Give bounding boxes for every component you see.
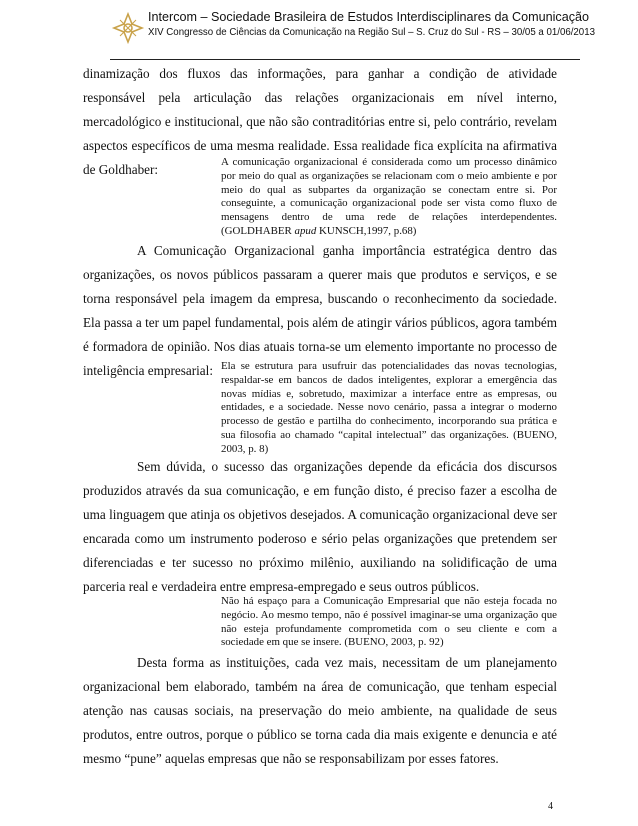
quote-1-citation: (GOLDHABER apud KUNSCH,1997, p.68) — [221, 224, 417, 237]
block-quote-1 — [221, 156, 557, 239]
paragraph-block — [83, 651, 557, 771]
quote-1-text: A comunicação organizacional é considerada como um processo dinâmico por meio do qual as organizações se relacionam com o meio ambiente e por meio do qual as subpartes da organização se conectam entre si. Por conseguinte, a comunicação organizacional pode ser vista como fluxo de mensagens dentro de uma rede de relações interdependentes. — [221, 156, 557, 224]
paragraph-1: dinamização dos fluxos das informações, para ganhar a condição de atividade responsável pela articulação das relações organizacionais em nível interno, mercadológico e institucional, que não são contraditórias entre si, pelo contrário, revelam aspectos específicos de uma mesma realidade. Essa realidade fica explícita na afirmativa de Goldhaber: — [83, 66, 557, 178]
block-quote-3: Não há espaço para a Comunicação Empresarial que não esteja focada no negócio. Ao mesmo tempo, não é possível imaginar-se uma organização que não esteja profundamente comprometida com o seu cliente e com a sociedade em que se insere. (BUENO, 2003, p. 92) — [221, 595, 557, 649]
header-divider — [110, 59, 580, 60]
paragraph-3: Sem dúvida, o sucesso das organizações depende da eficácia dos discursos produzidos através da sua comunicação, e em função disto, é preciso fazer a escolha de uma linguagem que atinja os objetivos desejados. A comunicação organizacional deve ser encarada como um instrumento poderoso e sério pelas organizações que pretendem ser diferenciadas e ter sucesso no próximo milênio, auxiliando na solidificação de uma parceria real e verdadeira entre empresa-empregado e seus outros públicos. — [83, 459, 557, 595]
page-number: 4 — [548, 801, 553, 812]
paragraph-2: A Comunicação Organizacional ganha importância estratégica dentro das organizações, os novos públicos passaram a querer mais que produtos e serviços, e se torna responsável pela imagem da empresa, buscando o reconhecimento da sociedade. Ela passa a ter um papel fundamental, pois além de atingir vários públicos, agora também é formadora de opinião. Nos dias atuais torna-se um elemento importante no processo de inteligência empresarial: — [83, 243, 557, 379]
block-quote-2: Ela se estrutura para usufruir das potencialidades das novas tecnologias, respaldar-se em bancos de dados inteligentes, explorar a emergência das novas mídias e, sobretudo, maximizar a interface entre as empresas, ou entidades, e a sociedade. Nesse novo cenário, passa a integrar o moderno processo de gestão e partilha do conhecimento, incorporando sua prática e sua filosofia ao chamado “capital intelectual” das organizações. (BUENO, 2003, p. 8) — [221, 360, 557, 455]
page-header — [110, 6, 595, 58]
paragraph-4: Desta forma as instituições, cada vez mais, necessitam de um planejamento organizacional bem elaborado, também na área de comunicação, que tenham especial atenção nas causas sociais, na preservação do meio ambiente, na qualidade de seus produtos, entre outros, porque o público se torna cada dia mais exigente e denuncia e até mesmo “pune” aquelas empresas que não se responsabilizam por esses fatores. — [83, 655, 557, 767]
header-subtitle: XIV Congresso de Ciências da Comunicação na Região Sul – S. Cruz do Sul - RS – 30/05 a 01/06/2013 — [148, 27, 595, 38]
paragraph-block — [83, 455, 557, 600]
intercom-logo-icon — [110, 10, 146, 46]
header-title: Intercom – Sociedade Brasileira de Estudos Interdisciplinares da Comunicação — [148, 10, 590, 24]
